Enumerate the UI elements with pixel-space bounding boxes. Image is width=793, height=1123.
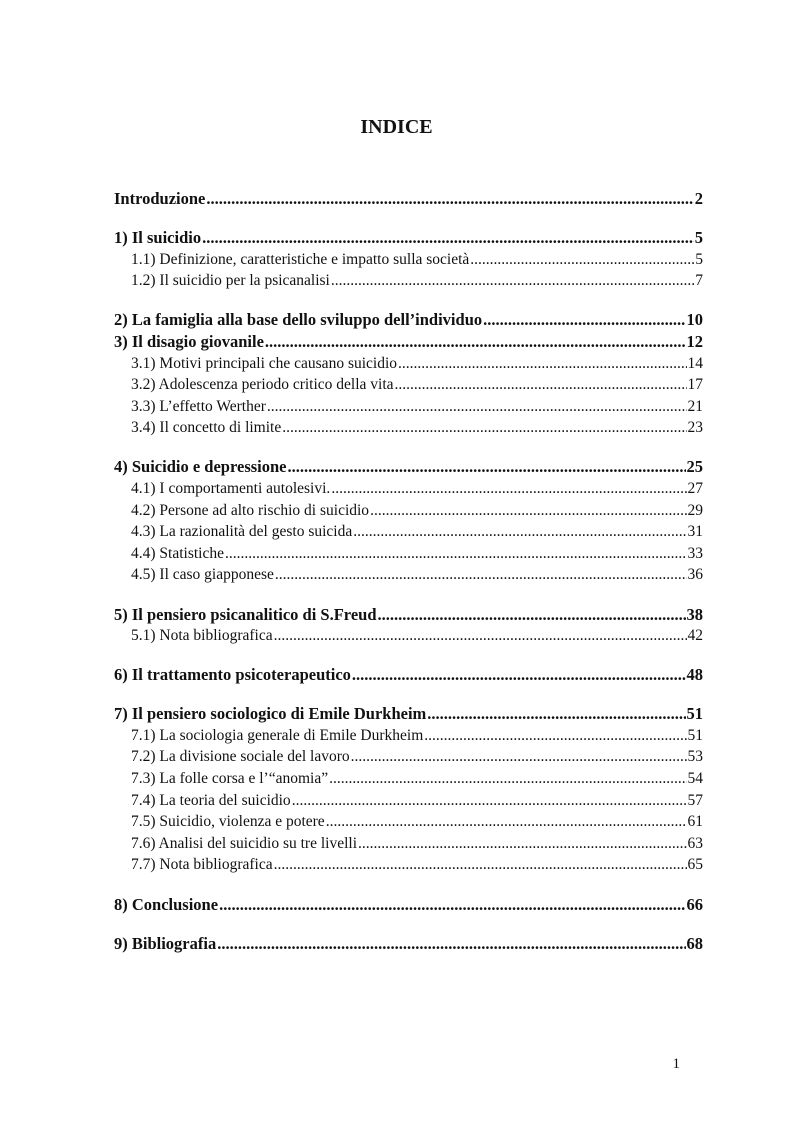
toc-entry-page: 5 xyxy=(695,250,703,268)
dot-leader xyxy=(219,894,685,916)
toc-section-entry xyxy=(114,521,703,543)
table-of-contents xyxy=(114,188,703,954)
dot-leader xyxy=(267,396,687,418)
toc-chapter-entry xyxy=(114,309,703,331)
toc-chapter-entry xyxy=(114,933,703,955)
dot-leader xyxy=(470,249,694,271)
toc-entry-label: 7) Il pensiero sociologico di Emile Durkheim xyxy=(114,704,427,724)
dot-leader xyxy=(265,331,686,353)
toc-section-entry xyxy=(114,811,703,833)
toc-entry-page: 27 xyxy=(687,480,703,498)
toc-entry-page: 65 xyxy=(687,856,703,874)
dot-leader xyxy=(424,725,686,747)
dot-leader xyxy=(275,564,687,586)
toc-entry-label: 5) Il pensiero psicanalitico di S.Freud xyxy=(114,604,377,624)
dot-leader xyxy=(329,768,686,790)
dot-leader xyxy=(217,933,685,955)
toc-section-entry xyxy=(114,790,703,812)
toc-section-entry xyxy=(114,768,703,790)
toc-chapter-entry xyxy=(114,456,703,478)
toc-chapter-entry xyxy=(114,188,703,210)
page-title: INDICE xyxy=(360,116,433,138)
toc-entry-page: 51 xyxy=(686,704,703,724)
toc-entry-page: 51 xyxy=(687,726,703,744)
toc-entry-label: 7.5) Suicidio, violenza e potere xyxy=(131,813,325,831)
toc-entry-page: 2 xyxy=(694,189,703,208)
toc-entry-label: 7.7) Nota bibliografica xyxy=(131,856,273,874)
toc-section-entry xyxy=(114,854,703,876)
dot-leader xyxy=(351,746,687,768)
toc-entry-page: 68 xyxy=(686,933,703,953)
toc-section-entry xyxy=(114,833,703,855)
toc-entry-label: 7.2) La divisione sociale del lavoro xyxy=(131,748,350,766)
toc-entry-label: Introduzione xyxy=(114,189,206,208)
toc-entry-page: 42 xyxy=(687,627,703,645)
toc-entry-page: 31 xyxy=(687,523,703,541)
dot-leader xyxy=(483,309,685,331)
toc-section-entry xyxy=(114,270,703,292)
toc-entry-page: 66 xyxy=(686,894,703,914)
toc-entry-label: 3) Il disagio giovanile xyxy=(114,331,264,351)
toc-entry-label: 4.2) Persone ad alto rischio di suicidio xyxy=(131,501,370,519)
toc-entry-label: 1.2) Il suicidio per la psicanalisi xyxy=(131,272,330,290)
dot-leader xyxy=(427,703,685,725)
toc-entry-page: 25 xyxy=(686,457,703,477)
toc-entry-label: 4.4) Statistiche xyxy=(131,544,224,562)
toc-entry-label: 1.1) Definizione, caratteristiche e impatto sulla società xyxy=(131,250,470,268)
toc-entry-page: 61 xyxy=(687,813,703,831)
page-number: 1 xyxy=(672,1056,680,1072)
toc-entry-label: 4) Suicidio e depressione xyxy=(114,457,287,477)
toc-entry-page: 54 xyxy=(687,770,703,788)
toc-entry-label: 4.1) I comportamenti autolesivi. xyxy=(131,480,331,498)
toc-entry-page: 5 xyxy=(694,228,703,248)
toc-entry-page: 57 xyxy=(687,791,703,809)
toc-chapter-entry xyxy=(114,604,703,626)
toc-entry-page: 14 xyxy=(687,354,703,372)
dot-leader xyxy=(288,456,686,478)
toc-entry-label: 9) Bibliografia xyxy=(114,933,217,953)
dot-leader xyxy=(398,353,686,375)
dot-leader xyxy=(395,374,687,396)
toc-section-entry xyxy=(114,746,703,768)
toc-entry-label: 2) La famiglia alla base dello sviluppo dell’individuo xyxy=(114,310,483,330)
dot-leader xyxy=(358,833,686,855)
toc-entry-label: 5.1) Nota bibliografica xyxy=(131,627,273,645)
toc-entry-label: 7.4) La teoria del suicidio xyxy=(131,791,291,809)
toc-section-entry xyxy=(114,625,703,647)
toc-entry-label: 3.2) Adolescenza periodo critico della vita xyxy=(131,376,394,394)
toc-entry-page: 12 xyxy=(686,331,703,351)
dot-leader xyxy=(353,521,686,543)
dot-leader xyxy=(378,604,686,626)
toc-entry-page: 38 xyxy=(686,604,703,624)
toc-entry-page: 48 xyxy=(686,665,703,685)
dot-leader xyxy=(274,625,687,647)
toc-entry-label: 8) Conclusione xyxy=(114,894,219,914)
toc-entry-page: 29 xyxy=(687,501,703,519)
toc-entry-label: 7.6) Analisi del suicidio su tre livelli xyxy=(131,834,358,852)
dot-leader xyxy=(331,478,686,500)
toc-entry-label: 1) Il suicidio xyxy=(114,228,202,248)
toc-chapter-entry xyxy=(114,331,703,353)
toc-entry-label: 7.3) La folle corsa e l’“anomia” xyxy=(131,770,329,788)
toc-entry-page: 53 xyxy=(687,748,703,766)
dot-leader xyxy=(370,500,686,522)
toc-section-entry xyxy=(114,543,703,565)
dot-leader xyxy=(282,417,686,439)
toc-section-entry xyxy=(114,564,703,586)
toc-section-entry xyxy=(114,249,703,271)
toc-chapter-entry xyxy=(114,703,703,725)
toc-entry-page: 23 xyxy=(687,419,703,437)
dot-leader xyxy=(225,543,687,565)
toc-section-entry xyxy=(114,417,703,439)
toc-entry-label: 3.4) Il concetto di limite xyxy=(131,419,282,437)
toc-chapter-entry xyxy=(114,227,703,249)
toc-entry-page: 21 xyxy=(687,397,703,415)
toc-entry-page: 33 xyxy=(687,544,703,562)
toc-entry-page: 17 xyxy=(687,376,703,394)
toc-section-entry xyxy=(114,478,703,500)
toc-entry-label: 4.3) La razionalità del gesto suicida xyxy=(131,523,353,541)
toc-entry-page: 63 xyxy=(687,834,703,852)
dot-leader xyxy=(352,664,686,686)
toc-entry-label: 3.1) Motivi principali che causano suicidio xyxy=(131,354,398,372)
toc-section-entry xyxy=(114,374,703,396)
toc-entry-page: 10 xyxy=(686,310,703,330)
toc-entry-label: 3.3) L’effetto Werther xyxy=(131,397,266,415)
dot-leader xyxy=(202,227,694,249)
dot-leader xyxy=(326,811,687,833)
toc-section-entry xyxy=(114,353,703,375)
dot-leader xyxy=(206,188,693,210)
toc-section-entry xyxy=(114,725,703,747)
toc-entry-label: 7.1) La sociologia generale di Emile Durkheim xyxy=(131,726,424,744)
toc-entry-page: 7 xyxy=(695,272,703,290)
dot-leader xyxy=(274,854,687,876)
toc-entry-label: 4.5) Il caso giapponese xyxy=(131,566,274,584)
toc-section-entry xyxy=(114,396,703,418)
toc-chapter-entry xyxy=(114,664,703,686)
toc-chapter-entry xyxy=(114,894,703,916)
toc-section-entry xyxy=(114,500,703,522)
dot-leader xyxy=(292,790,687,812)
toc-entry-page: 36 xyxy=(687,566,703,584)
dot-leader xyxy=(331,270,694,292)
toc-entry-label: 6) Il trattamento psicoterapeutico xyxy=(114,665,351,685)
